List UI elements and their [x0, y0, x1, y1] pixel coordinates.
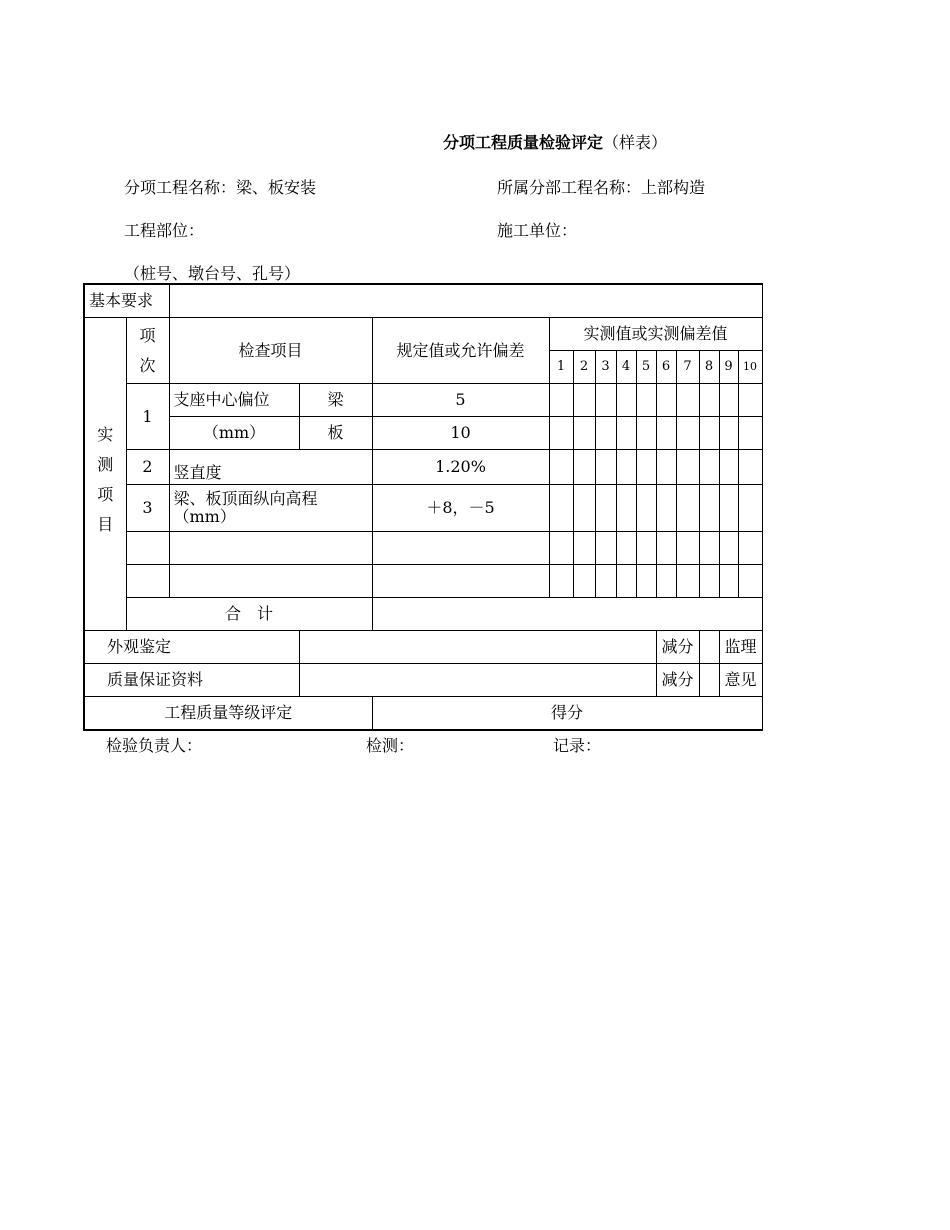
appearance-deduct-value [699, 631, 719, 664]
measure-col-6: 6 [656, 351, 676, 384]
score-label: 得分 [372, 697, 762, 731]
supervision-label-2: 意见 [719, 664, 762, 697]
total-label: 合 计 [126, 598, 372, 631]
row3-spec: ＋8，－5 [372, 485, 549, 532]
row2-seq: 2 [126, 450, 169, 485]
row1-sub-beam: 梁 [299, 384, 372, 417]
supervision-label-1: 监理 [719, 631, 762, 664]
title-main: 分项工程质量检验评定 [442, 133, 603, 152]
page-title [0, 130, 950, 153]
grade-label: 工程质量等级评定 [84, 697, 372, 731]
location-field: 工程部位： [124, 221, 205, 240]
measure-col-2: 2 [573, 351, 595, 384]
side-char-4: 目 [97, 515, 114, 534]
row2-item: 竖直度 [169, 450, 372, 485]
row1-spec-beam: 5 [372, 384, 549, 417]
appearance-label: 外观鉴定 [84, 631, 299, 664]
measure-col-1: 1 [549, 351, 573, 384]
measure-col-5: 5 [636, 351, 656, 384]
measure-col-7: 7 [676, 351, 699, 384]
basic-req-label: 基本要求 [84, 284, 169, 318]
quality-docs-deduct-label: 减分 [656, 664, 699, 697]
row3-item: 梁、板顶面纵向高程 （mm） [169, 485, 372, 532]
side-char-2: 测 [97, 455, 114, 474]
row3-seq: 3 [126, 485, 169, 532]
measure-col-9: 9 [719, 351, 738, 384]
measure-col-10: 10 [738, 351, 762, 384]
test-field: 检测： [366, 736, 415, 755]
quality-docs-label: 质量保证资料 [84, 664, 299, 697]
item-name-field: 分项工程名称：梁、板安装 [124, 178, 317, 197]
measure-col-4: 4 [616, 351, 636, 384]
row1-item: 支座中心偏位 [169, 384, 299, 417]
appearance-value [299, 631, 656, 664]
side-char-1: 实 [97, 425, 114, 444]
total-value [372, 598, 762, 631]
inspector-field: 检验负责人： [106, 736, 203, 755]
row1-sub-slab: 板 [299, 417, 372, 450]
row1-seq: 1 [126, 384, 169, 450]
item-header: 检查项目 [169, 318, 372, 384]
basic-req-value [169, 284, 762, 318]
measure-col-3: 3 [595, 351, 616, 384]
parent-name-field: 所属分部工程名称：上部构造 [497, 178, 706, 197]
row2-spec: 1.20% [372, 450, 549, 485]
measure-col-8: 8 [699, 351, 719, 384]
row1-unit: （mm） [169, 417, 299, 450]
measured-items-label [84, 318, 126, 631]
location-note: （桩号、墩台号、孔号） [124, 264, 301, 283]
appearance-deduct-label: 减分 [656, 631, 699, 664]
seq-header: 项 次 [126, 318, 169, 384]
spec-header: 规定值或允许偏差 [372, 318, 549, 384]
side-char-3: 项 [97, 485, 114, 504]
measured-header: 实测值或实测偏差值 [549, 318, 762, 351]
quality-docs-value [299, 664, 656, 697]
quality-docs-deduct-value [699, 664, 719, 697]
inspection-table [83, 283, 763, 731]
record-field: 记录： [553, 736, 602, 755]
title-suffix: （样表） [603, 133, 668, 152]
contractor-field: 施工单位： [497, 221, 578, 240]
row1-spec-slab: 10 [372, 417, 549, 450]
